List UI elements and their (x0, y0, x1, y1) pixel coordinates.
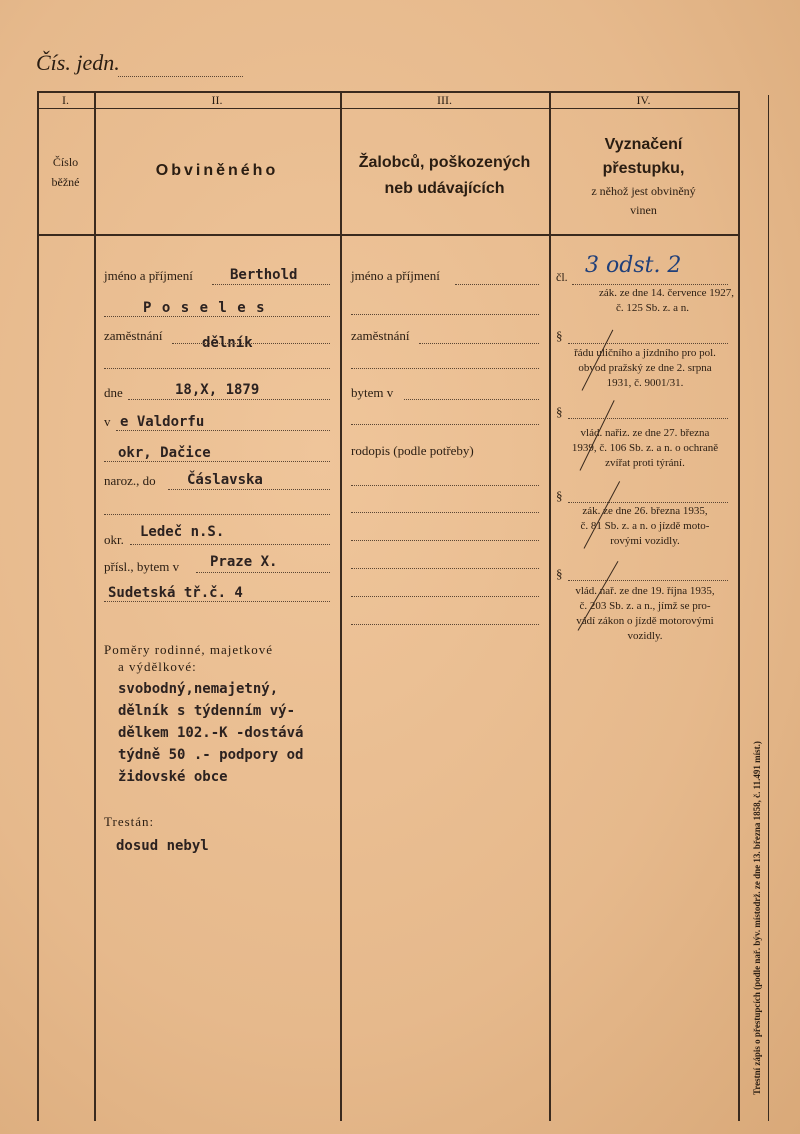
accused-criminal-label: Trestán: (104, 814, 155, 829)
accused-place: e Valdorfu (120, 414, 205, 430)
accused-street: Sudetská tř.č. 4 (108, 585, 243, 601)
dotted-line (172, 343, 330, 344)
accused-criminal-text: dosud nebyl (116, 838, 209, 854)
family-line: dělník s týdenním vý- (118, 703, 296, 719)
dotted-line (104, 601, 330, 602)
family-line: týdně 50 .- podpory od (118, 747, 304, 763)
family-line: svobodný,nemajetný, (118, 681, 279, 697)
accused-okr-label: okr. (104, 532, 124, 547)
dotted-line (116, 430, 330, 431)
col3-number: III. (437, 93, 452, 107)
offence-law1 (556, 286, 734, 316)
dotted-line (351, 624, 539, 625)
dotted-line (104, 368, 330, 369)
side-strip-border (768, 95, 769, 1121)
accused-name-label: jméno a příjmení (104, 268, 193, 283)
dotted-line (104, 461, 330, 462)
accused-first-name: Berthold (230, 267, 298, 283)
offence-law4 (556, 504, 734, 549)
law-line: 1931, č. 9001/31. (606, 377, 684, 389)
dotted-line (196, 572, 330, 573)
table-right-border (738, 91, 740, 1121)
accused-date-label: dne (104, 385, 123, 400)
law-line: řádu uličního a jízdního pro pol. (574, 347, 716, 359)
dotted-line (351, 314, 539, 315)
complainant-name-label: jméno a příjmení (351, 268, 440, 283)
offence-cl-handwritten: 3 odst. 2 (585, 253, 682, 278)
dotted-line (568, 343, 728, 344)
complainant-genealogy-label: rodopis (podle potřeby) (351, 443, 474, 458)
law-line: č. 81 Sb. z. a n. o jízdě moto- (580, 520, 710, 532)
header-bottom-border (37, 234, 740, 236)
col2-number: II. (211, 93, 223, 107)
law-line: zák. ze dne 26. března 1935, (582, 505, 708, 517)
offence-para-symbol: § (556, 566, 563, 581)
dotted-line (351, 568, 539, 569)
col4-title-line2: přestupku, (602, 160, 685, 177)
col4-number: IV. (636, 93, 651, 107)
accused-surname: P o s e l e s (143, 300, 266, 316)
cis-jedn-label: Čís. jedn. (36, 50, 120, 75)
dotted-line (351, 368, 539, 369)
col3-title-line2: neb udávajících (384, 180, 505, 197)
complainant-residence-label: bytem v (351, 385, 394, 400)
accused-okr: Ledeč n.S. (140, 524, 225, 540)
law-line: č. 203 Sb. z. a n., jímž se pro- (579, 600, 711, 612)
law-line: č. 125 Sb. z. a n. (615, 302, 689, 314)
col1-divider (94, 91, 96, 1121)
accused-district: okr, Dačice (118, 445, 211, 461)
family-line: židovské obce (118, 769, 228, 785)
dotted-line (455, 284, 539, 285)
dotted-line (572, 284, 728, 285)
law-line: vlád. nař. ze dne 19. října 1935, (575, 585, 715, 597)
dotted-line (351, 540, 539, 541)
law-line: rovými vozidly. (610, 535, 680, 547)
accused-family-text (118, 678, 303, 788)
accused-home: Čáslavska (187, 472, 263, 488)
dotted-line (419, 343, 539, 344)
col1-title-line2: běžné (51, 175, 80, 189)
dotted-line (568, 580, 728, 581)
col4-title-line4: vinen (630, 203, 657, 217)
complainant-occupation-label: zaměstnání (351, 328, 410, 343)
col4-title-line1: Vyznačení (604, 136, 683, 153)
law-line: vádí zákon o jízdě motorovými (576, 615, 714, 627)
accused-home-label: naroz., do (104, 473, 156, 488)
col3-title-line1: Žalobců, poškozených (358, 154, 531, 171)
side-note: Trestní zápis o přestupcích (podle nař. býv. místodrž. ze dne 13. března 1858, č. 11.491 míst.) (752, 741, 762, 1095)
law-line: vozidly. (627, 630, 663, 642)
family-label-line2: a výdělkové: (118, 659, 197, 674)
col1-title-line1: Číslo (52, 155, 79, 169)
offence-para-symbol: § (556, 404, 563, 419)
dotted-line (212, 284, 330, 285)
dotted-line (351, 512, 539, 513)
dotted-line (128, 399, 330, 400)
col2-divider (340, 91, 342, 1121)
dotted-line (351, 424, 539, 425)
offence-law2 (556, 346, 734, 391)
offence-cl-label: čl. (556, 270, 568, 284)
offence-para-symbol: § (556, 328, 563, 343)
law-line: 1939, č. 106 Sb. z. a n. o ochraně (571, 442, 719, 454)
col2-title: Obviněného (155, 162, 279, 179)
col3-title (340, 150, 549, 202)
law-line: zák. ze dne 14. července 1927, (599, 287, 734, 299)
dotted-line (568, 502, 728, 503)
accused-residence: Praze X. (210, 554, 278, 570)
dotted-line (351, 596, 539, 597)
dotted-line (104, 514, 330, 515)
accused-birth-date: 18,X, 1879 (175, 382, 260, 398)
family-line: dělkem 102.-K -dostává (118, 725, 304, 741)
accused-occupation: dělník (202, 335, 253, 351)
dotted-line (104, 316, 330, 317)
offence-law5 (556, 584, 734, 644)
col4-title (549, 133, 738, 219)
law-line: obvod pražský ze dne 2. srpna (578, 362, 712, 374)
accused-occupation-label: zaměstnání (104, 328, 163, 343)
header-number-divider (37, 108, 740, 109)
col1-number: I. (62, 93, 69, 107)
dotted-line (168, 489, 330, 490)
dotted-line (351, 485, 539, 486)
family-label-line1: Poměry rodinné, majetkové (104, 642, 274, 657)
dotted-line (568, 418, 728, 419)
law-line: vlád. nařiz. ze dne 27. března (580, 427, 710, 439)
offence-para-symbol: § (556, 488, 563, 503)
col1-title (37, 152, 94, 192)
accused-place-label: v (104, 414, 111, 429)
cis-jedn-line (118, 76, 243, 77)
accused-residence-label: přísl., bytem v (104, 559, 180, 574)
col4-title-line3: z něhož jest obviněný (591, 184, 696, 198)
col3-divider (549, 91, 551, 1121)
accused-family-label (104, 641, 273, 675)
dotted-line (404, 399, 539, 400)
dotted-line (130, 544, 330, 545)
table-left-border (37, 91, 39, 1121)
law-line: zvířat proti týrání. (605, 457, 685, 469)
